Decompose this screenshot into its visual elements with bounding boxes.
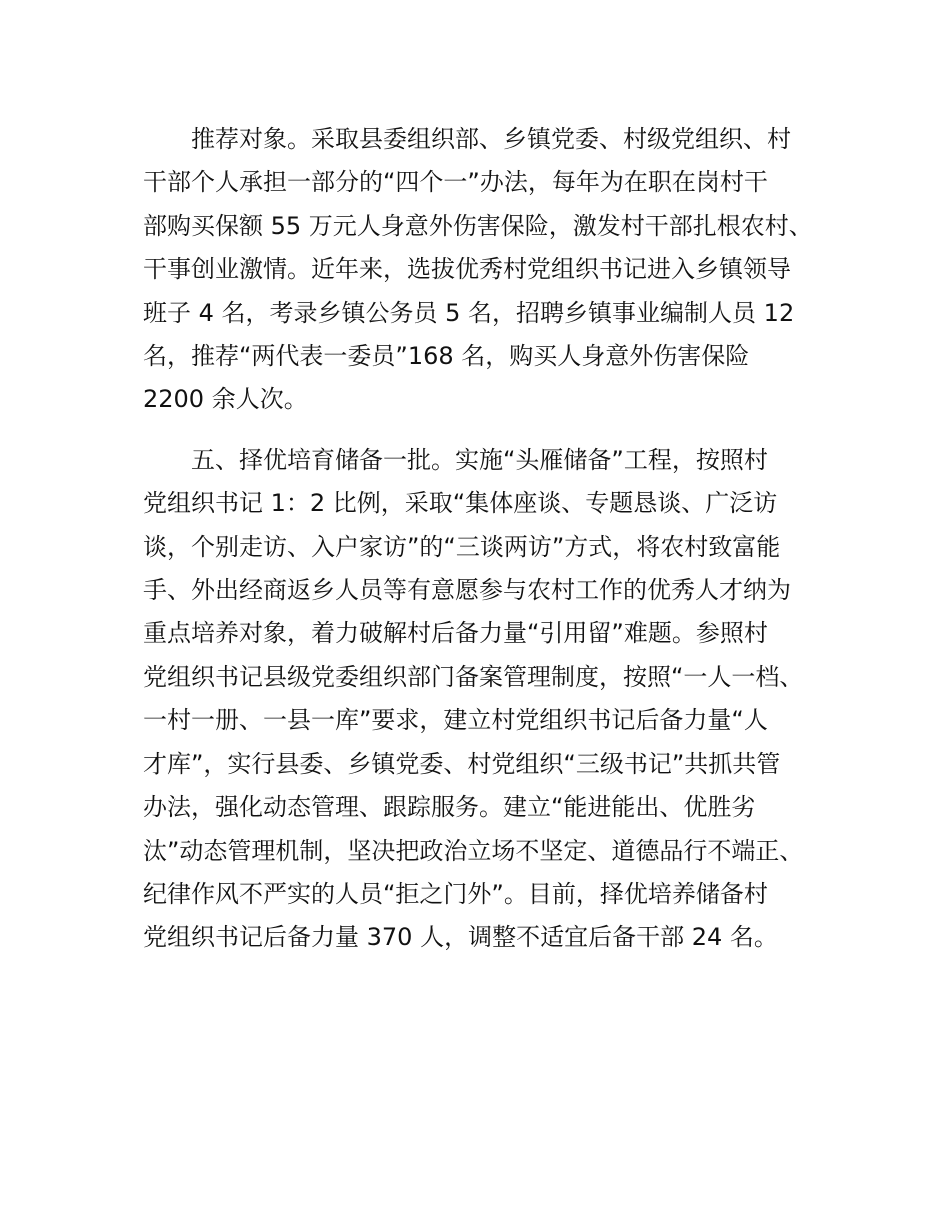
text-line: 谈，个别走访、入户家访”的“三谈两访”方式，将农村致富能 [143,532,781,561]
text-line: 一村一册、一县一库”要求，建立村党组织书记后备力量“人 [143,706,768,735]
text-line: 干事创业激情。近年来，选拔优秀村党组织书记进入乡镇领导 [143,255,791,284]
text-line: 办法，强化动态管理、跟踪服务。建立“能进能出、优胜劣 [143,793,756,822]
paragraph-section-five [143,439,823,960]
text-line: 推荐对象。采取县委组织部、乡镇党委、村级党组织、村 [191,125,791,153]
document-body [143,118,823,960]
text-line: 五、择优培育储备一批。实施“头雁储备”工程，按照村 [191,445,768,474]
text-line: 手、外出经商返乡人员等有意愿参与农村工作的优秀人才纳为 [143,576,791,605]
text-line: 汰”动态管理机制，坚决把政治立场不坚定、道德品行不端正、 [143,836,804,865]
text-line: 才库”，实行县委、乡镇党委、村党组织“三级书记”共抓共管 [143,749,781,778]
text-line: 名，推荐“两代表一委员”168 名，购买人身意外伤害保险 [143,342,750,371]
text-line: 重点培养对象，着力破解村后备力量“引用留”难题。参照村 [143,619,768,648]
text-line: 班子 4 名，考录乡镇公务员 5 名，招聘乡镇事业编制人员 12 [143,298,795,327]
text-line: 党组织书记 1：2 比例，采取“集体座谈、专题恳谈、广泛访 [143,489,778,518]
text-line: 党组织书记后备力量 370 人，调整不适宜后备干部 24 名。 [143,923,778,952]
text-line: 党组织书记县级党委组织部门备案管理制度，按照“一人一档、 [143,662,804,691]
text-line: 纪律作风不严实的人员“拒之门外”。目前，择优培养储备村 [143,879,768,908]
text-line: 干部个人承担一部分的“四个一”办法，每年为在职在岗村干 [143,168,768,197]
paragraph-gap [143,422,823,439]
text-line: 部购买保额 55 万元人身意外伤害保险，激发村干部扎根农村、 [143,211,813,240]
paragraph-recommend [143,118,823,422]
text-line: 2200 余人次。 [143,385,308,414]
